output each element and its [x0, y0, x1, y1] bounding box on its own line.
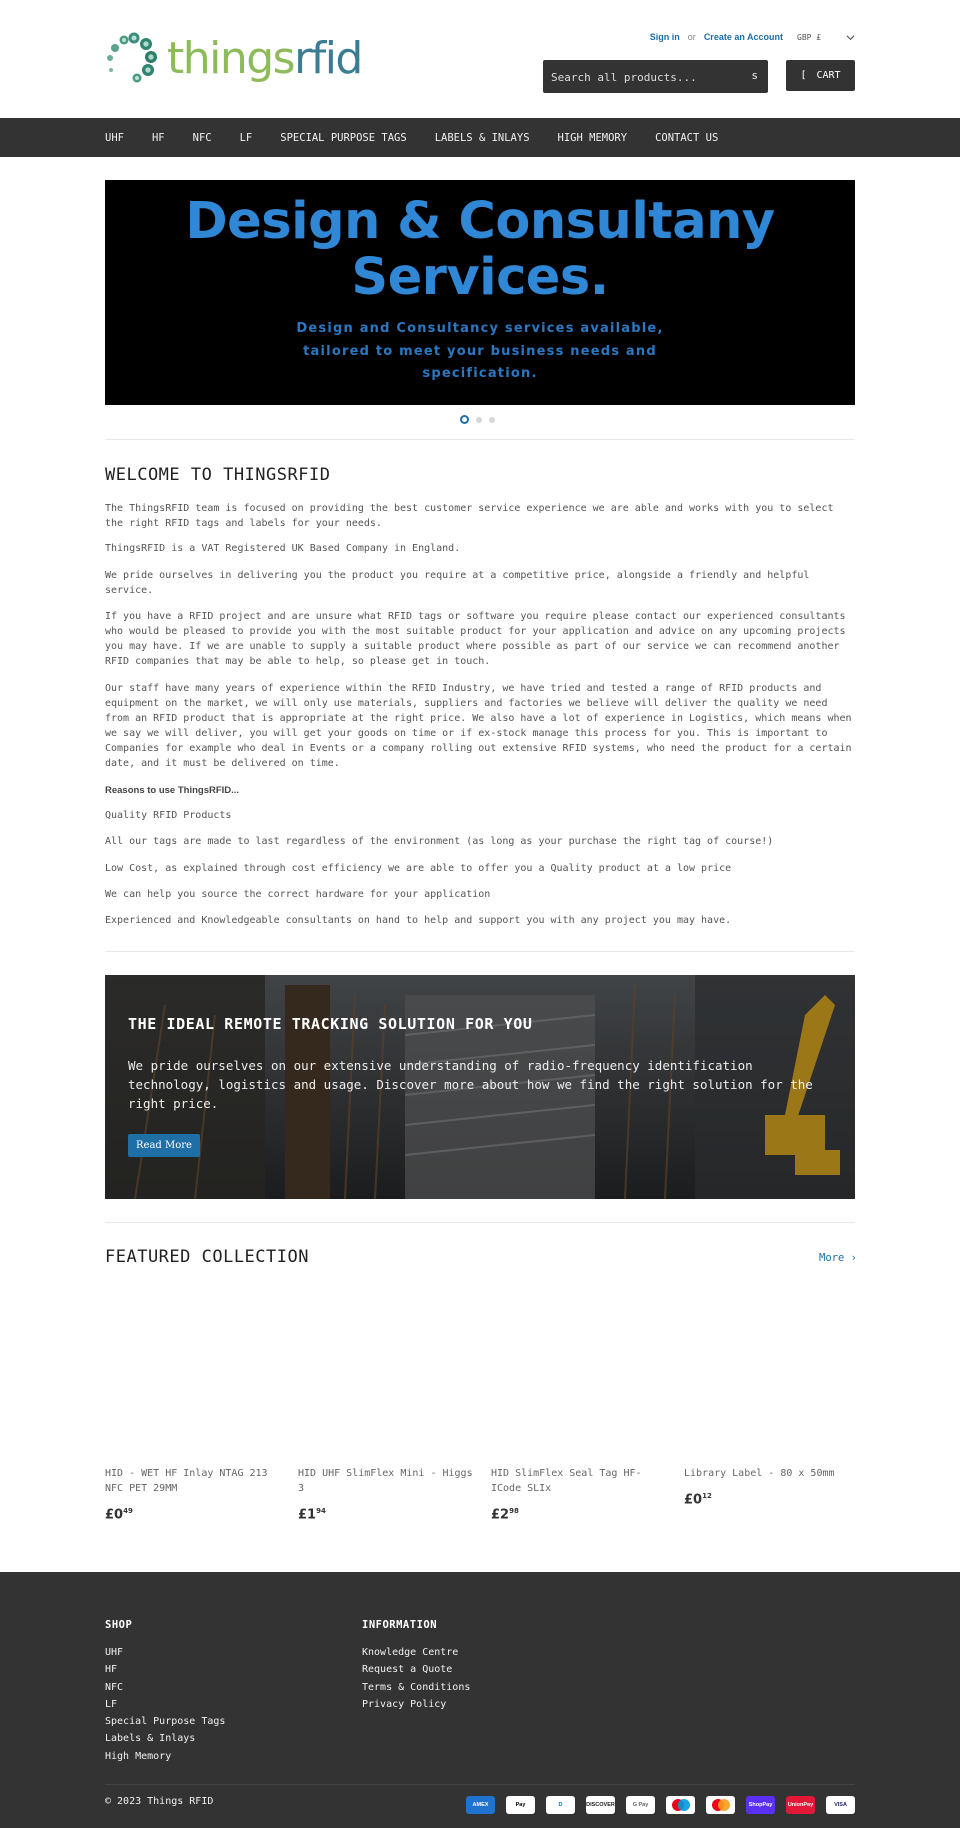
nav-item-nfc[interactable]: NFC — [192, 131, 212, 144]
search-button[interactable]: s — [751, 69, 758, 82]
reason-item: Low Cost, as explained through cost efficiency we are able to offer you a Quality product at a low price — [105, 863, 732, 874]
unionpay-icon: UnionPay — [786, 1796, 815, 1814]
footer-link-lf[interactable]: LF — [105, 1698, 118, 1710]
slider-dot-3[interactable] — [489, 417, 495, 423]
product-price: $£1^{94}$ — [298, 1507, 326, 1523]
cart-button[interactable] — [786, 60, 855, 91]
product-card[interactable] — [298, 1466, 473, 1522]
product-name[interactable]: HID - WET HF Inlay NTAG 213 NFC PET 29MM — [105, 1468, 268, 1494]
featured-more-link[interactable]: More › — [819, 1252, 857, 1264]
cart-icon: [ — [800, 70, 807, 81]
slider-dot-2[interactable] — [476, 417, 482, 423]
welcome-title: WELCOME TO THINGSRFID — [105, 465, 331, 485]
nav-item-uhf[interactable]: UHF — [105, 131, 124, 144]
product-name[interactable]: HID SlimFlex Seal Tag HF-ICode SLIx — [491, 1468, 642, 1494]
reason-item: Experienced and Knowledgeable consultants on hand to help and support you with any project you may have. — [105, 915, 732, 926]
nav-item-contact-us[interactable]: CONTACT US — [655, 131, 719, 144]
sign-in-link[interactable]: Sign in — [649, 32, 680, 42]
search-input[interactable] — [551, 67, 731, 87]
copyright: © 2023 Things RFID — [105, 1796, 214, 1807]
featured-title: FEATURED COLLECTION — [105, 1247, 309, 1267]
footer-link-uhf[interactable]: UHF — [105, 1647, 124, 1658]
main-nav — [0, 118, 960, 157]
slider-dot-1[interactable] — [460, 415, 469, 424]
footer-link-hf[interactable]: HF — [105, 1664, 118, 1676]
divider — [105, 1222, 855, 1223]
welcome-paragraph: The ThingsRFID team is focused on providing the best customer service experience we are able and works with you to select the right RFID tags and labels for your needs. — [105, 503, 834, 529]
currency-value: GBP £ — [797, 32, 822, 42]
footer-info-title: INFORMATION — [362, 1619, 438, 1631]
footer-link-request-quote[interactable]: Request a Quote — [362, 1664, 453, 1676]
nav-item-special-purpose-tags[interactable]: SPECIAL PURPOSE TAGS — [280, 131, 407, 144]
product-card[interactable] — [105, 1466, 280, 1522]
divider — [105, 439, 855, 440]
footer-link-nfc[interactable]: NFC — [105, 1681, 124, 1693]
logo-dots-icon — [105, 30, 165, 90]
site-logo[interactable] — [105, 30, 362, 90]
slide-title: Design & Consultany Services. — [185, 192, 775, 307]
footer-info-column — [362, 1619, 470, 1713]
product-name[interactable]: HID UHF SlimFlex Mini - Higgs 3 — [298, 1468, 473, 1494]
footer-link-special-purpose-tags[interactable]: Special Purpose Tags — [105, 1716, 226, 1728]
slide-subtitle: Design and Consultancy services available, tailored to meet your business needs and specification. — [296, 321, 664, 381]
cart-label: CART — [816, 70, 841, 81]
product-name[interactable]: Library Label - 80 x 50mm — [684, 1468, 835, 1479]
nav-item-lf[interactable]: LF — [239, 131, 253, 144]
product-price: $£0^{49}$ — [105, 1507, 133, 1523]
google-pay-icon: G Pay — [626, 1796, 655, 1814]
footer-link-terms[interactable]: Terms & Conditions — [362, 1681, 471, 1693]
search-bar — [543, 60, 768, 93]
promo-banner — [105, 975, 855, 1199]
nav-item-labels-inlays[interactable]: LABELS & INLAYS — [434, 131, 530, 144]
reason-item: Quality RFID Products — [105, 810, 232, 821]
divider — [105, 951, 855, 952]
footer-link-high-memory[interactable]: High Memory — [105, 1750, 172, 1762]
mastercard-icon — [706, 1796, 735, 1814]
product-price: $£2^{98}$ — [491, 1507, 519, 1523]
account-or-text: or — [687, 32, 696, 42]
hero-slide[interactable] — [105, 180, 855, 405]
payment-icons — [466, 1796, 855, 1814]
footer-link-labels-inlays[interactable]: Labels & Inlays — [105, 1733, 196, 1745]
footer-link-privacy[interactable]: Privacy Policy — [362, 1698, 447, 1710]
currency-select[interactable] — [797, 33, 855, 42]
chevron-down-icon — [846, 33, 855, 42]
footer-link-knowledge-centre[interactable]: Knowledge Centre — [362, 1647, 459, 1658]
reason-item: All our tags are made to last regardless of the environment (as long as your purchase the right tag of course!) — [105, 836, 774, 847]
apple-pay-icon: Pay — [506, 1796, 535, 1814]
reasons-heading: Reasons to use ThingsRFID... — [105, 785, 240, 796]
promo-text: We pride ourselves on our extensive understanding of radio-frequency identification technology, logistics and usage. Discover more about how we find the right solution for the right price. — [128, 1058, 813, 1111]
footer-shop-column — [105, 1619, 225, 1765]
welcome-paragraph: We pride ourselves in delivering you the product you require at a competitive price, alongside a friendly and helpful service. — [105, 570, 810, 596]
promo-title: THE IDEAL REMOTE TRACKING SOLUTION FOR YOU — [128, 1015, 533, 1033]
product-card[interactable] — [684, 1466, 859, 1507]
welcome-paragraph: Our staff have many years of experience within the RFID Industry, we have tried and tested a range of RFID products and equipment on the market, we will only use materials, suppliers and factories we believe will deliver the quality we need from an RFID product that is appropriate at the right price. We also have a lot of experience in Logistics, which means when we say we will deliver, you will get your goods on time or if ex-stock manage this process for you. This is important to Companies for example who deal in Events or a company rolling out extensive RFID systems, who need the product for a certain date, and it must be delivered on time. — [105, 683, 852, 769]
visa-icon: VISA — [826, 1796, 855, 1814]
read-more-button[interactable]: Read More — [128, 1134, 200, 1157]
footer-shop-title: SHOP — [105, 1619, 133, 1631]
site-header — [0, 0, 960, 118]
nav-item-hf[interactable]: HF — [151, 131, 165, 144]
slider-dots — [460, 415, 495, 424]
amex-icon: AMEX — [466, 1796, 495, 1814]
site-footer — [0, 1572, 960, 1828]
welcome-paragraph: ThingsRFID is a VAT Registered UK Based Company in England. — [105, 543, 461, 554]
logo-wordmark: thingsrfid — [167, 33, 362, 84]
nav-item-high-memory[interactable]: HIGH MEMORY — [557, 131, 628, 144]
reason-item: We can help you source the correct hardware for your application — [105, 889, 491, 900]
product-card[interactable] — [491, 1466, 651, 1522]
footer-divider — [105, 1784, 855, 1785]
create-account-link[interactable]: Create an Account — [703, 32, 783, 42]
product-price: $£0^{12}$ — [684, 1492, 712, 1508]
shop-pay-icon: ShopPay — [746, 1796, 775, 1814]
account-links — [650, 30, 855, 44]
discover-icon: DISCOVER — [586, 1796, 615, 1814]
welcome-paragraph: If you have a RFID project and are unsure what RFID tags or software you require please contact our experienced consultants who would be pleased to provide you with the most suitable product for your application and advice on any upcoming projects you may have. If we are unable to supply a suitable product where possible as part of our service we can recommend another RFID companies that may be able to help, so please get in touch. — [105, 611, 846, 667]
maestro-icon — [666, 1796, 695, 1814]
diners-icon: D — [546, 1796, 575, 1814]
